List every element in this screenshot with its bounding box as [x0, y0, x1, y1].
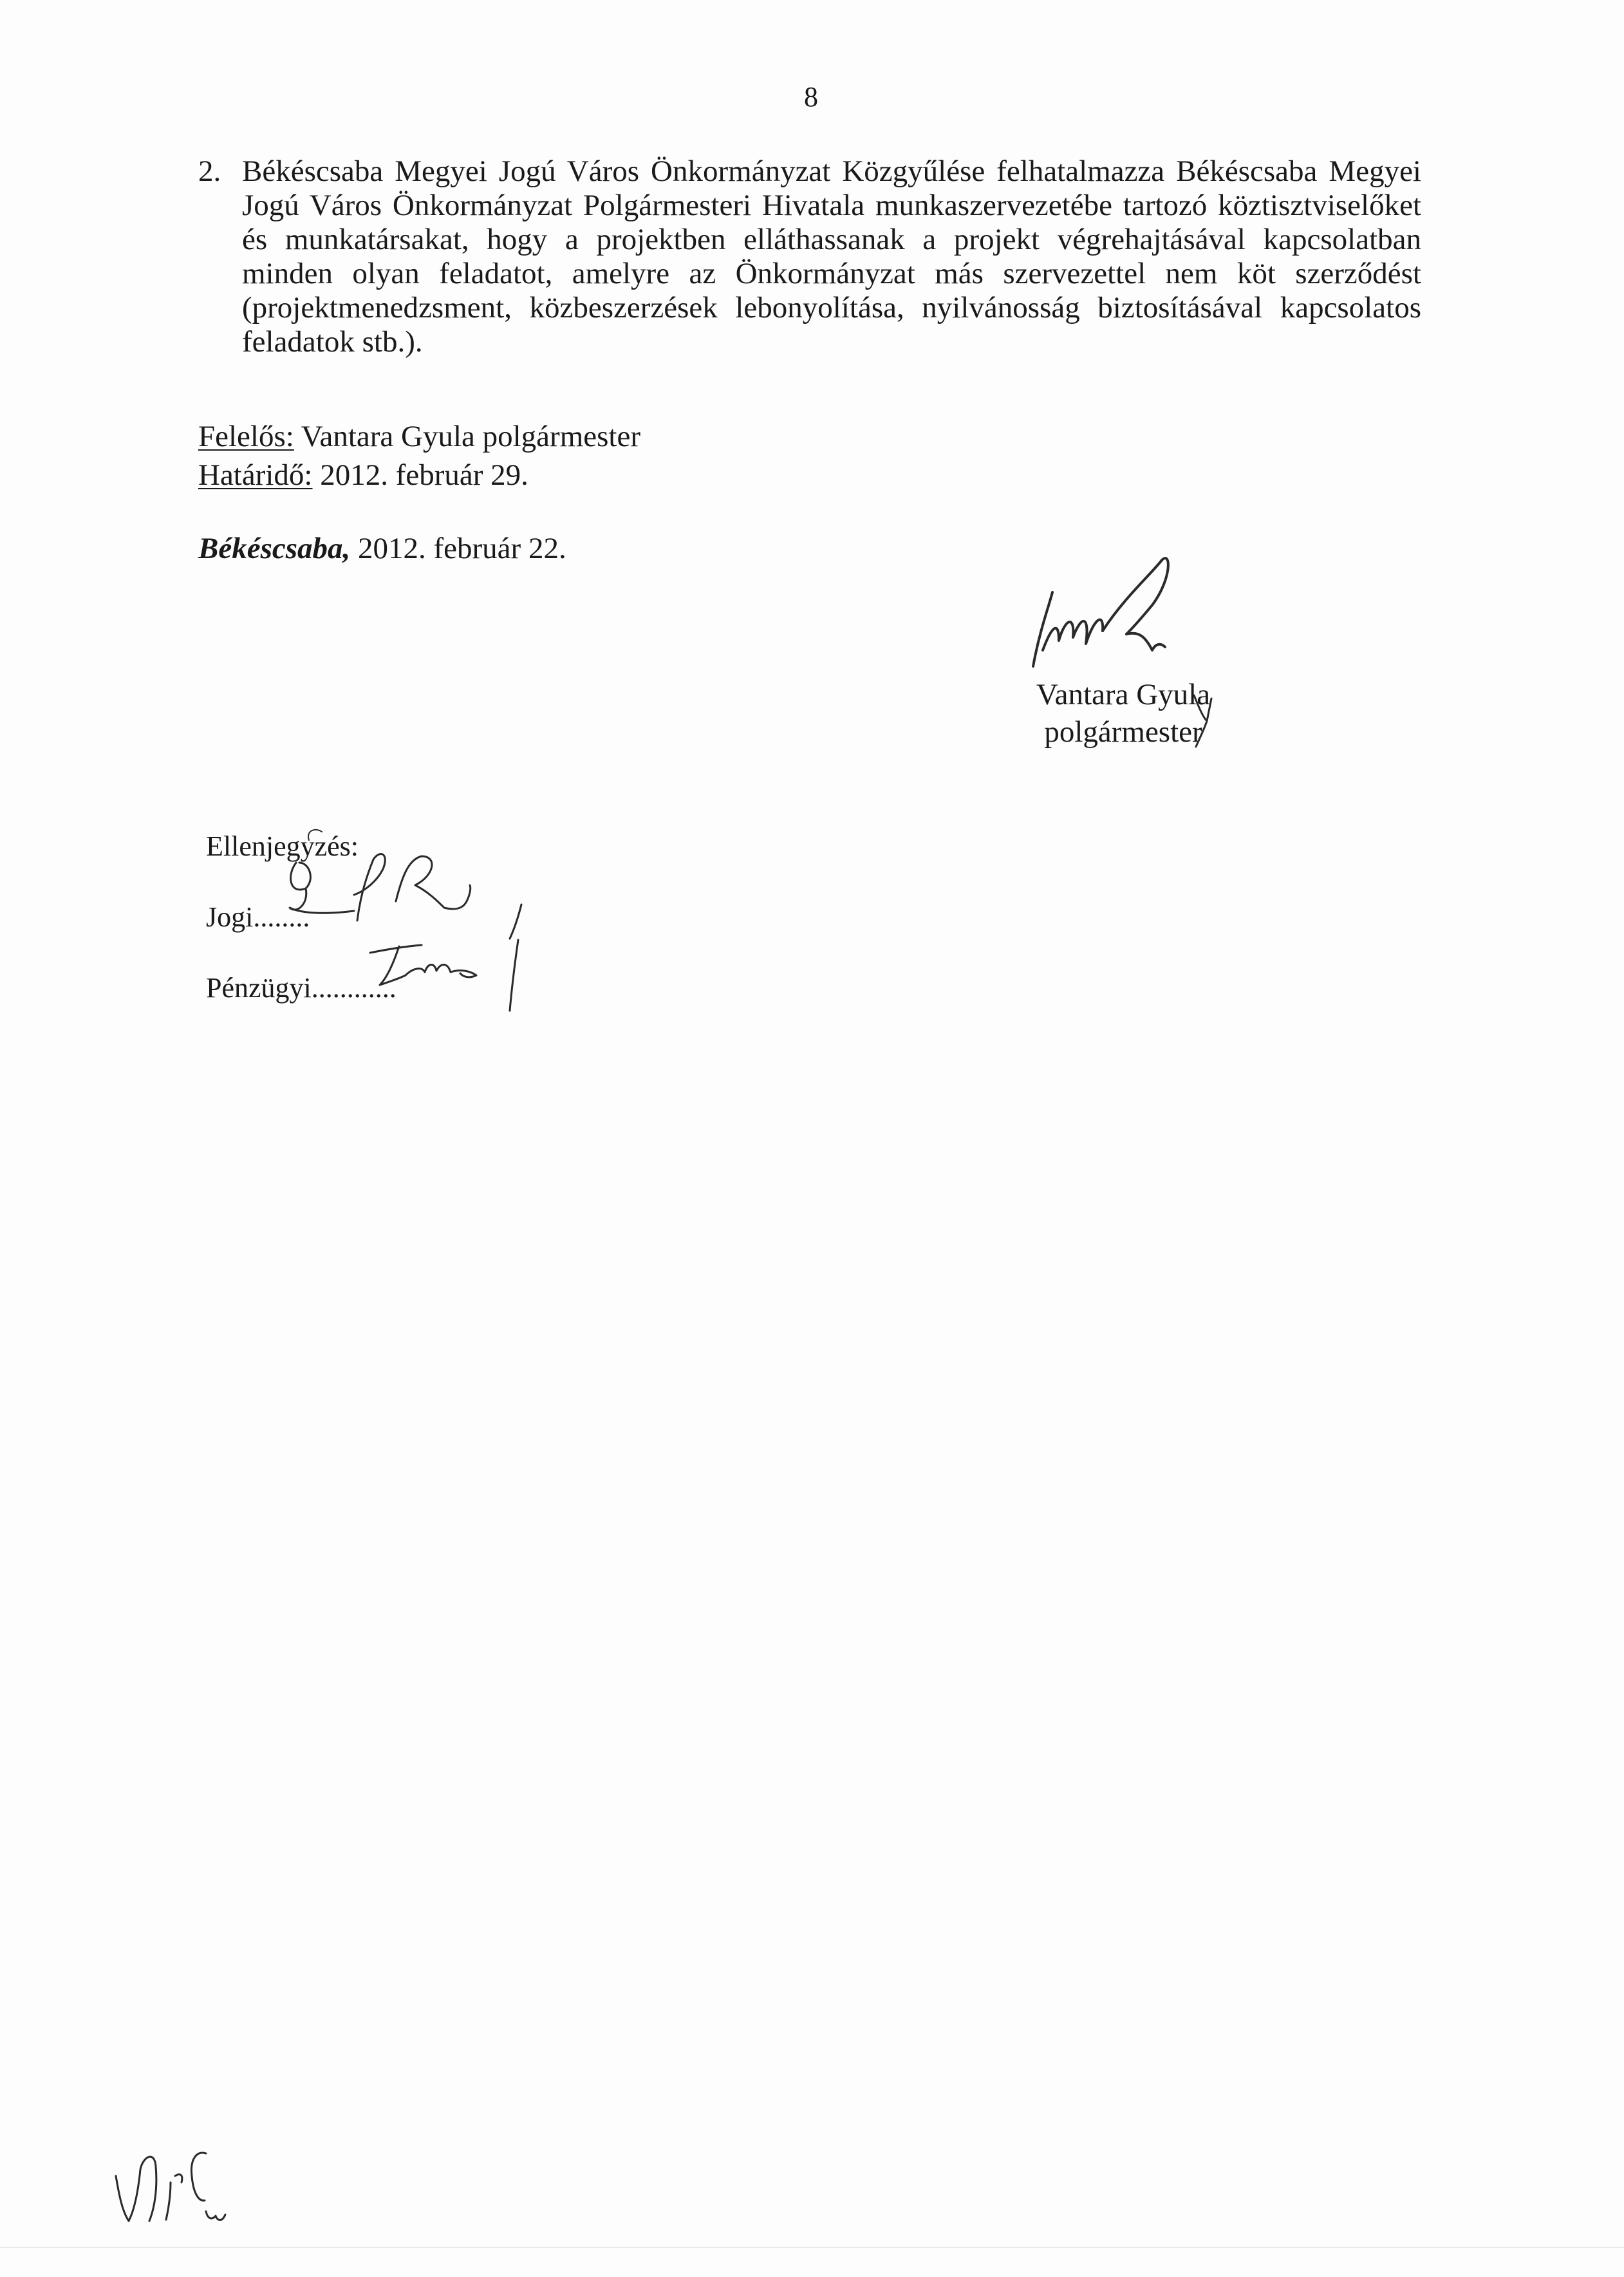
signer-name: Vantara Gyula	[1036, 678, 1211, 711]
paragraph-text: Békéscsaba Megyei Jogú Város Önkormányzat Közgyűlése felhatalmazza Békéscsaba Megyei Jogú Város Önkormányzat Polgármesteri Hivatala munkaszervezetébe tartozó köztisztviselőket és munkatársakat, hogy a projektben elláthassanak a projekt végrehajtásával kapcsolatban minden olyan feladatot, amelyre az Önkormányzat más szervezettel nem köt szerződést (projektmenedzsment, közbeszerzések lebonyolítása, nyilvánosság biztosításával kapcsolatos feladatok stb.).	[242, 155, 1421, 359]
paragraph-number: 2.	[198, 155, 221, 188]
legal-label: Jogi	[206, 901, 254, 933]
countersign-heading: Ellenjegyzés:	[206, 830, 359, 862]
responsible-label: Felelős:	[198, 420, 294, 453]
legal-dots: ........	[253, 901, 310, 933]
resolution-paragraph	[198, 155, 1421, 359]
finance-signature	[360, 933, 528, 1017]
legal-signature	[270, 824, 547, 940]
page-number: 8	[804, 81, 818, 113]
deadline-value: 2012. február 29.	[320, 458, 528, 492]
finance-label: Pénzügyi	[206, 972, 312, 1004]
date: 2012. február 22.	[358, 532, 566, 565]
responsible-value: Vantara Gyula polgármester	[301, 420, 640, 453]
place: Békéscsaba,	[198, 532, 351, 565]
responsibility-block	[198, 417, 640, 494]
place-and-date	[198, 531, 566, 566]
signer-title: polgármester	[1044, 715, 1202, 749]
initials-mark	[109, 2137, 238, 2234]
mayor-signature	[1014, 554, 1271, 676]
page-edge-line	[0, 2247, 1624, 2248]
deadline-label: Határidő:	[198, 458, 313, 492]
responsible-line	[198, 417, 640, 456]
deadline-line	[198, 456, 640, 494]
finance-dots: ............	[311, 972, 397, 1004]
check-mark-icon	[1184, 682, 1223, 753]
